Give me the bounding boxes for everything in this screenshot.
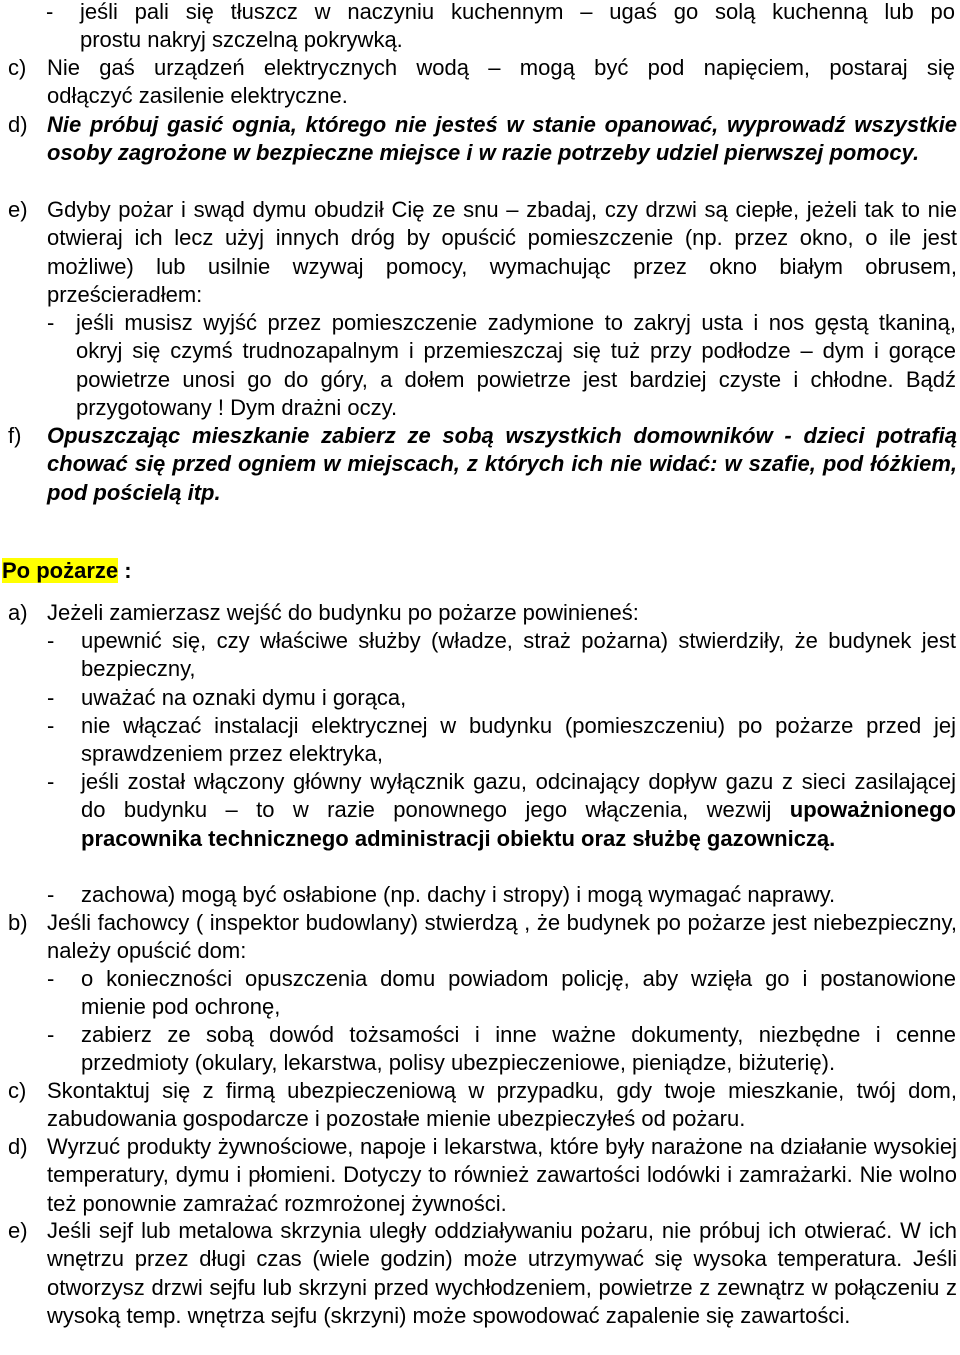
paragraph-e-sub: jeśli musisz wyjść przez pomieszczenie zadymione to zakryj usta i nos gęstą tkaniną, okryj się czymś trudnozapalnym i przemieszczaj się tuż przy podłodze – dym i gorące powietrze unosi go do góry, a dołem powietrze jest bardziej czyste i chłodne. Bądź przygotowany ! Dym drażni oczy. xyxy=(76,310,956,421)
paragraph-c-line1: Nie gaś urządzeń elektrycznych wodą – mogą być pod napięciem, postaraj się xyxy=(47,55,955,80)
item-marker-c2: c) xyxy=(8,1078,27,1103)
item-marker-e2: e) xyxy=(8,1218,28,1243)
list-dash: - xyxy=(47,628,55,653)
section-heading xyxy=(2,557,132,585)
list-item: zabierz ze sobą dowód tożsamości i inne ważne dokumenty, niezbędne i cenne przedmioty (okulary, lekarstwa, polisy ubezpieczeniowe, pieniądze, biżuterię). xyxy=(81,1022,956,1076)
heading-highlight: Po pożarze xyxy=(2,558,119,583)
paragraph-a: Jeżeli zamierzasz wejść do budynku po pożarze powinieneś: xyxy=(47,600,639,625)
item-marker-b: b) xyxy=(8,910,28,935)
list-item: zachowa) mogą być osłabione (np. dachy i stropy) i mogą wymagać naprawy. xyxy=(81,882,836,907)
item-marker-d2: d) xyxy=(8,1134,28,1159)
list-dash: - xyxy=(47,713,55,738)
item-marker-d: d) xyxy=(8,112,28,137)
item-marker-c: c) xyxy=(8,55,27,80)
paragraph-b: Jeśli fachowcy ( inspektor budowlany) stwierdzą , że budynek po pożarze jest niebezpieczny, należy opuścić dom: xyxy=(47,910,957,964)
list-item: nie włączać instalacji elektrycznej w budynku (pomieszczeniu) po pożarze przed jej sprawdzeniem przez elektryka, xyxy=(81,713,956,767)
list-dash: - xyxy=(47,310,55,335)
list-item-gas xyxy=(81,768,956,853)
list-item: o konieczności opuszczenia domu powiadom policję, aby wzięła go i postanowione mienie pod ochronę, xyxy=(81,966,956,1020)
paragraph-d2: Wyrzuć produkty żywnościowe, napoje i lekarstwa, które były narażone na działanie wysokiej temperatury, dymu i płomieni. Dotyczy to również zawartości lodówki i zamrażarki. Nie wolno też ponownie zamrażać rozmrożonej żywności. xyxy=(47,1134,957,1216)
list-dash: - xyxy=(47,685,55,710)
list-dash: - xyxy=(47,769,55,794)
list-dash: - xyxy=(47,882,55,907)
item-marker-e: e) xyxy=(8,197,28,222)
list-dash: - xyxy=(47,1022,55,1047)
list-item-line: jeśli pali się tłuszcz w naczyniu kuchennym – ugaś go solą kuchenną lub po xyxy=(80,0,955,24)
heading-suffix: : xyxy=(118,558,132,583)
list-item-line: prostu nakryj szczelną pokrywką. xyxy=(80,27,403,52)
paragraph-c2: Skontaktuj się z firmą ubezpieczeniową w przypadku, gdy twoje mieszkanie, twój dom, zabudowania gospodarcze i pozostałe mienie ubezpieczyłeś od pożaru. xyxy=(47,1078,957,1132)
item-marker-a: a) xyxy=(8,600,28,625)
paragraph-e: Gdyby pożar i swąd dymu obudził Cię ze snu – zbadaj, czy drzwi są ciepłe, jeżeli tak to nie otwieraj ich lecz użyj innych dróg by opuścić pomieszczenie (np. przez okno, o ile jest możliwe) lub usilnie wzywaj pomocy, wymachując przez okno białym obrusem, prześcieradłem: xyxy=(47,197,957,308)
list-item: uważać na oznaki dymu i gorąca, xyxy=(81,685,407,710)
paragraph-d: Nie próbuj gasić ognia, którego nie jesteś w stanie opanować, wyprowadź wszystkie osoby zagrożone w bezpieczne miejsce i w razie potrzeby udziel pierwszej pomocy. xyxy=(47,112,957,166)
gas-normal-text: jeśli został włączony główny wyłącznik gazu, odcinający dopływ gazu z sieci zasilającej do budynku – to w razie ponownego jego włączenia, wezwij xyxy=(81,769,956,823)
list-dash: - xyxy=(46,0,54,24)
list-item: upewnić się, czy właściwe służby (władze, straż pożarna) stwierdziły, że budynek jest bezpieczny, xyxy=(81,628,956,682)
item-marker-f: f) xyxy=(8,423,22,448)
gas-bold-text: upoważnionego pracownika technicznego administracji obiektu oraz służbę gazowniczą. xyxy=(81,797,956,851)
paragraph-f: Opuszczając mieszkanie zabierz ze sobą wszystkich domowników - dzieci potrafią chować się przed ogniem w miejscach, z których ich nie widać: w szafie, pod łóżkiem, pod pościelą itp. xyxy=(47,423,957,505)
list-dash: - xyxy=(47,966,55,991)
paragraph-e2: Jeśli sejf lub metalowa skrzynia uległy oddziaływaniu pożaru, nie próbuj ich otwierać. W ich wnętrzu przez długi czas (wiele godzin) może utrzymywać się wysoka temperatura. Jeśli otworzysz drzwi sejfu lub skrzyni przed wychłodzeniem, powietrze z zewnątrz w połączeniu z wysoką temp. wnętrza sejfu (skrzyni) może spowodować zapalenie się zawartości. xyxy=(47,1218,957,1329)
paragraph-c-line2: odłączyć zasilenie elektryczne. xyxy=(47,83,348,108)
